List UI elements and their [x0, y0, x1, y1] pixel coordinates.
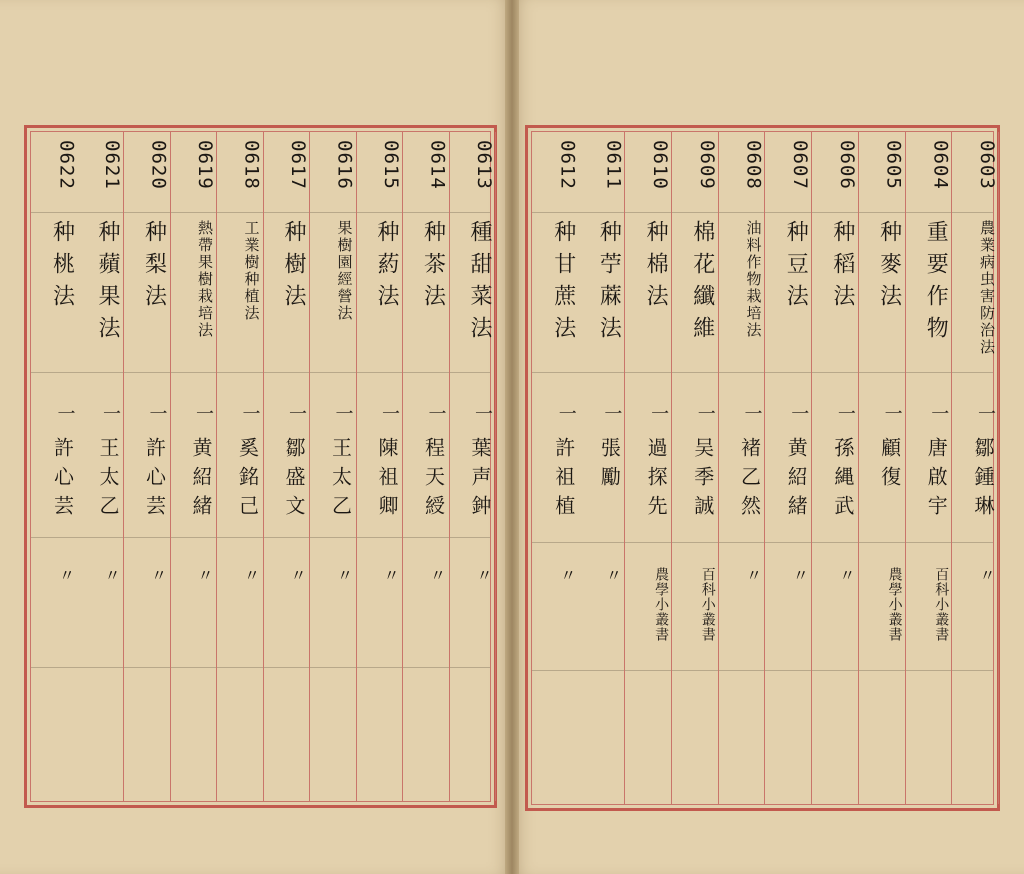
catalog-code: 0616: [333, 140, 356, 190]
catalog-column: [766, 132, 813, 804]
catalog-column: [171, 132, 218, 801]
publisher-series: 〃: [288, 567, 307, 585]
author-name: 陳祖卿: [375, 437, 399, 524]
book-title: 种梨法: [141, 220, 167, 316]
publisher-series: 農學小叢書: [653, 567, 670, 642]
author-name: 唐啟宇: [924, 437, 949, 524]
author-name: 奚銘己: [235, 437, 260, 524]
author-name: 黄紹緒: [189, 437, 213, 524]
author-name: 許心芸: [50, 437, 75, 524]
catalog-code: 0614: [426, 140, 449, 190]
publisher-series: 〃: [743, 567, 763, 585]
catalog-code: 0610: [649, 140, 672, 190]
book-title: 种甘蔗法: [550, 220, 576, 348]
catalog-code: 0620: [147, 140, 170, 190]
author-name: 許心芸: [142, 437, 167, 524]
publisher-series: 〃: [836, 567, 856, 585]
book-title: 種甜菜法: [467, 220, 492, 348]
catalog-code: 0609: [695, 140, 718, 190]
author-name: 孫縄武: [830, 437, 855, 524]
author-name: 葉声鈡: [468, 437, 492, 524]
catalog-code: 0612: [556, 140, 579, 190]
catalog-column: [719, 132, 766, 804]
right-frame-inner-border: [531, 131, 998, 805]
catalog-code: 0617: [287, 140, 309, 190]
catalog-column: [403, 132, 450, 801]
book-title: 農業病虫害防治法: [977, 220, 996, 356]
publisher-series: 〃: [334, 567, 354, 585]
catalog-code: 0622: [55, 140, 78, 190]
catalog-column: [906, 132, 953, 804]
dash-separator: 一: [193, 404, 214, 422]
publisher-series: 〃: [241, 567, 261, 585]
book-title: 工業樹种植法: [242, 220, 261, 322]
publisher-series: 〃: [474, 567, 493, 585]
publisher-series: 〃: [56, 567, 76, 585]
catalog-code: 0613: [473, 140, 495, 190]
catalog-column: [31, 132, 78, 801]
dash-separator: 一: [648, 404, 670, 422]
author-name: 許祖植: [551, 437, 576, 524]
book-title: 种豆法: [783, 220, 809, 316]
publisher-series: 〃: [148, 567, 168, 585]
catalog-column: [859, 132, 906, 804]
catalog-code: 0607: [789, 140, 812, 190]
book-title: 种稻法: [829, 220, 855, 316]
book-title: 种蘋果法: [95, 220, 120, 348]
book-title: 种茶法: [420, 220, 446, 316]
publisher-series: 農學小叢書: [886, 567, 903, 642]
publisher-series: 〃: [195, 567, 214, 585]
dash-separator: 一: [928, 404, 950, 422]
dash-separator: 一: [741, 404, 763, 422]
catalog-column: [124, 132, 171, 801]
author-name: 鄒鍾琳: [970, 437, 995, 524]
author-name: 黄紹緒: [784, 437, 809, 524]
publisher-series: 〃: [976, 567, 996, 585]
dash-separator: 一: [54, 404, 76, 422]
catalog-column: [672, 132, 719, 804]
right-ruled-frame: [525, 125, 1000, 811]
catalog-column: [264, 132, 311, 801]
catalog-code: 0619: [194, 140, 216, 190]
catalog-code: 0611: [602, 140, 625, 190]
left-ruled-frame: [24, 125, 497, 808]
author-name: 張勵: [597, 437, 622, 495]
author-name: 過探先: [644, 437, 669, 524]
dash-separator: 一: [694, 404, 716, 422]
catalog-code: 0603: [975, 140, 998, 190]
author-name: 王太乙: [328, 437, 353, 524]
dash-separator: 一: [881, 404, 903, 422]
publisher-series: 〃: [603, 567, 623, 585]
dash-separator: 一: [472, 404, 493, 422]
catalog-column: [532, 132, 579, 804]
dash-separator: 一: [332, 404, 354, 422]
dash-separator: 一: [239, 404, 261, 422]
catalog-code: 0604: [929, 140, 952, 190]
dash-separator: 一: [601, 404, 623, 422]
author-name: 吴季誠: [690, 437, 715, 524]
book-title: 种樹法: [281, 220, 306, 316]
publisher-series: 〃: [427, 567, 447, 585]
book-title: 果樹園經營法: [335, 220, 354, 322]
author-name: 鄒盛文: [282, 437, 306, 524]
catalog-column: [310, 132, 357, 801]
left-frame-inner-border: [30, 131, 495, 802]
publisher-series: 〃: [790, 567, 810, 585]
author-name: 顧復: [877, 437, 902, 495]
publisher-series: 百科小叢書: [699, 567, 716, 642]
dash-separator: 一: [834, 404, 856, 422]
catalog-column: [357, 132, 404, 801]
publisher-series: 百科小叢書: [933, 567, 950, 642]
publisher-series: 〃: [557, 567, 577, 585]
catalog-code: 0621: [101, 140, 123, 190]
book-title: 种桃法: [49, 220, 75, 316]
dash-separator: 一: [286, 404, 307, 422]
author-name: 褚乙然: [737, 437, 762, 524]
book-title: 重要作物: [923, 220, 949, 348]
publisher-series: 〃: [381, 567, 400, 585]
catalog-column: [812, 132, 859, 804]
book-title: 棉花纖維: [689, 220, 715, 348]
dash-separator: 一: [425, 404, 447, 422]
catalog-code: 0618: [240, 140, 263, 190]
catalog-column: [579, 132, 626, 804]
author-name: 程天綬: [421, 437, 446, 524]
catalog-column: [217, 132, 264, 801]
catalog-column: [625, 132, 672, 804]
book-title: 熱帶果樹栽培法: [196, 220, 214, 339]
dash-separator: 一: [788, 404, 810, 422]
catalog-code: 0608: [742, 140, 765, 190]
dash-separator: 一: [974, 404, 996, 422]
dash-separator: 一: [555, 404, 577, 422]
catalog-code: 0606: [835, 140, 858, 190]
author-name: 王太乙: [96, 437, 120, 524]
dash-separator: 一: [100, 404, 121, 422]
book-title: 油料作物栽培法: [744, 220, 763, 339]
dash-separator: 一: [146, 404, 168, 422]
dash-separator: 一: [379, 404, 400, 422]
book-title: 种麥法: [876, 220, 902, 316]
book-title: 种葯法: [374, 220, 399, 316]
publisher-series: 〃: [102, 567, 121, 585]
book-title: 种棉法: [643, 220, 669, 316]
catalog-code: 0615: [380, 140, 402, 190]
book-gutter: [505, 0, 519, 874]
catalog-column: [952, 132, 999, 804]
catalog-column: [450, 132, 497, 801]
book-title: 种苧蔴法: [596, 220, 622, 348]
catalog-code: 0605: [882, 140, 905, 190]
catalog-column: [78, 132, 125, 801]
